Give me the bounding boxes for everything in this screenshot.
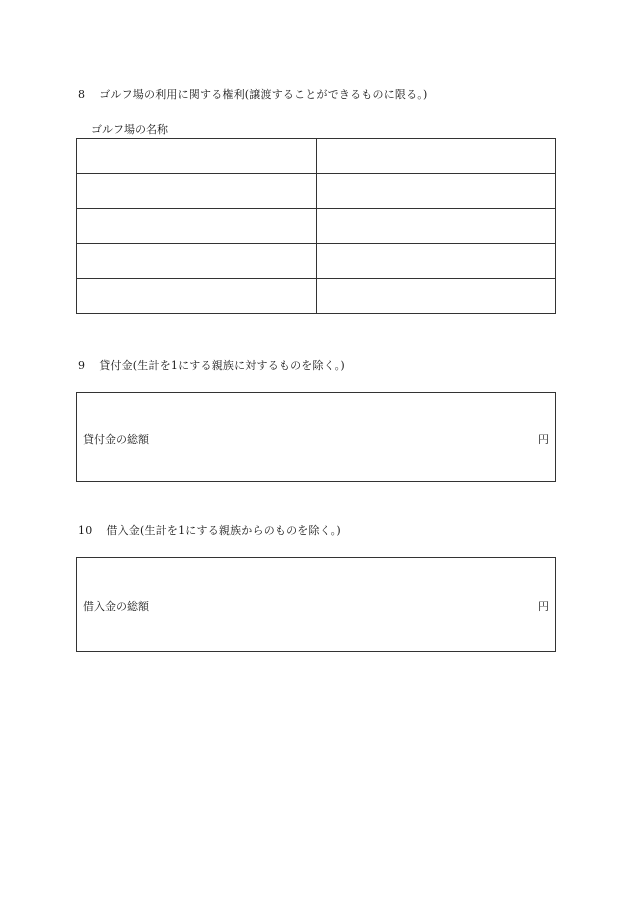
table-row <box>77 244 556 279</box>
section-8-title: ゴルフ場の利用に関する権利(譲渡することができるものに限る。) <box>99 88 428 101</box>
table-cell[interactable] <box>77 244 317 279</box>
table-cell[interactable] <box>77 279 317 314</box>
table-row <box>77 209 556 244</box>
yen-unit: 円 <box>538 433 549 446</box>
borrowings-total-label: 借入金の総額 <box>83 600 149 613</box>
table-row <box>77 174 556 209</box>
section-10-heading <box>78 522 341 538</box>
section-8-number: 8 <box>78 88 86 101</box>
table-cell[interactable] <box>317 244 556 279</box>
section-8-heading <box>78 86 427 102</box>
table-cell[interactable] <box>317 209 556 244</box>
yen-unit: 円 <box>538 600 549 613</box>
table-cell[interactable] <box>77 174 317 209</box>
borrowings-total-field[interactable] <box>76 557 556 652</box>
table-cell[interactable] <box>317 174 556 209</box>
table-cell[interactable] <box>317 139 556 174</box>
table-cell[interactable] <box>77 139 317 174</box>
table-cell[interactable] <box>77 209 317 244</box>
table-row <box>77 139 556 174</box>
section-10-number: 10 <box>78 524 93 537</box>
loan-receivable-total-field[interactable] <box>76 392 556 482</box>
section-9-heading <box>78 357 345 373</box>
section-10-title: 借入金(生計を1にする親族からのものを除く。) <box>106 524 341 537</box>
golf-course-name-caption: ゴルフ場の名称 <box>91 123 168 136</box>
loan-receivable-total-label: 貸付金の総額 <box>83 433 149 446</box>
section-9-number: 9 <box>78 359 86 372</box>
table-cell[interactable] <box>317 279 556 314</box>
table-row <box>77 279 556 314</box>
section-9-title: 貸付金(生計を1にする親族に対するものを除く。) <box>99 359 345 372</box>
golf-course-table <box>76 138 556 314</box>
